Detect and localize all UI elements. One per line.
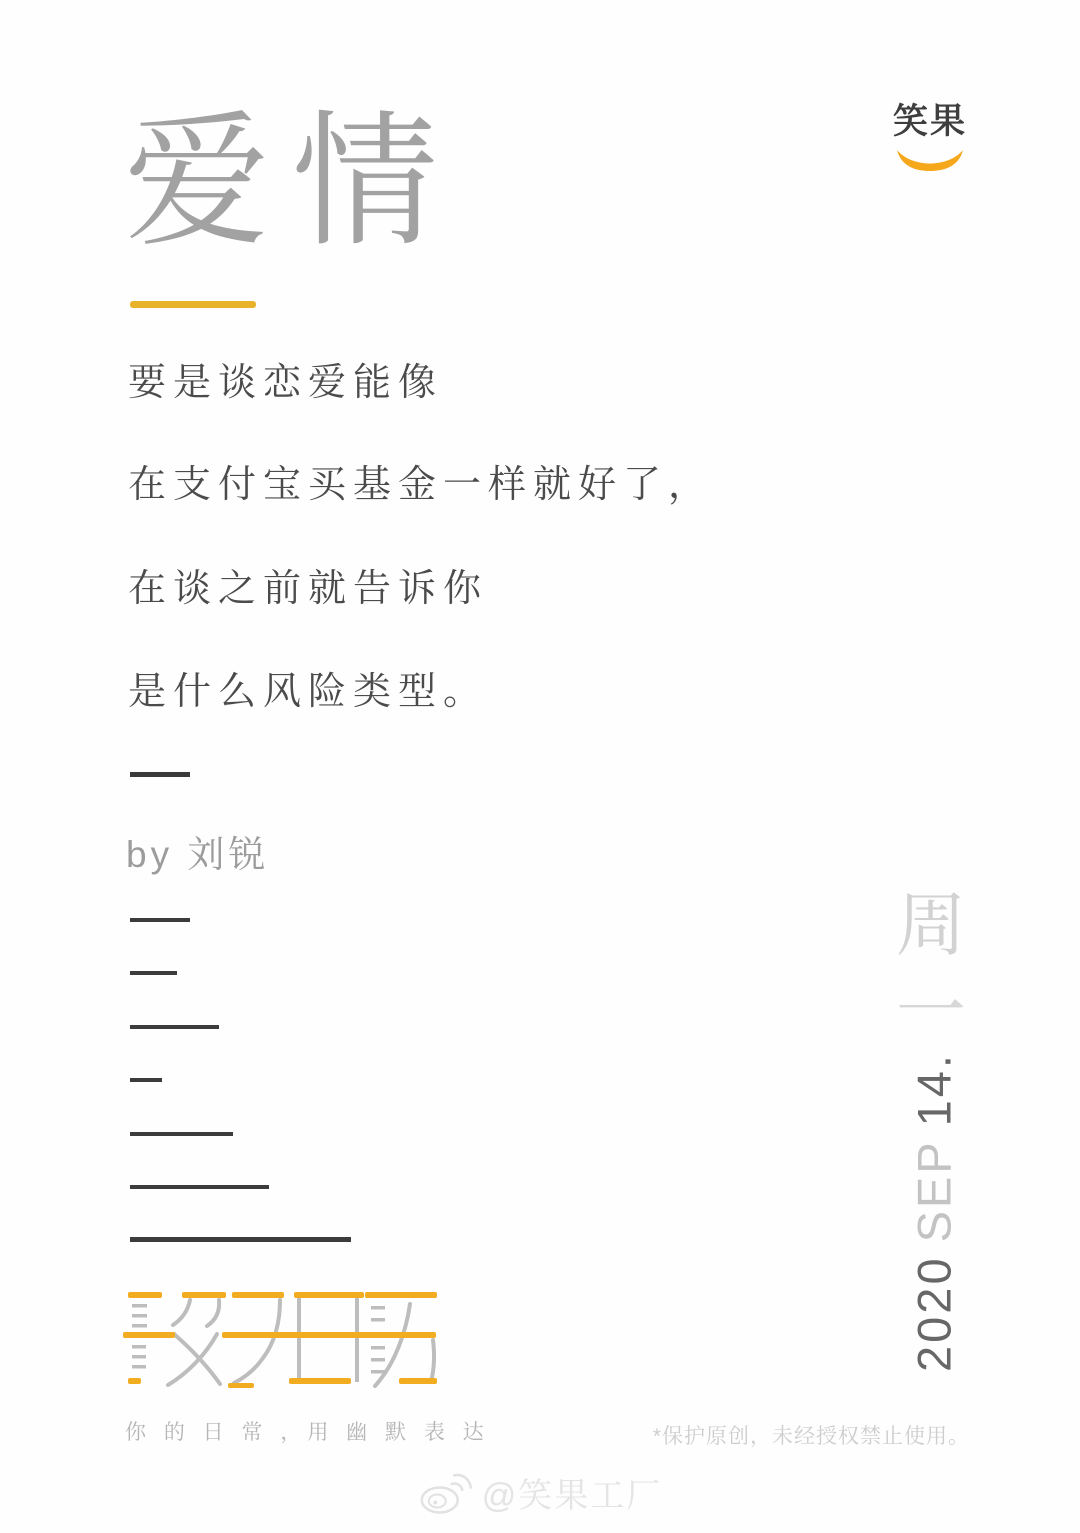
joke-line: 是什么风险类型。 — [128, 671, 489, 713]
deco-line — [130, 1185, 269, 1189]
date-year: 2020 — [907, 1255, 961, 1372]
joke-line: 在谈之前就告诉你 — [128, 568, 489, 610]
deco-line — [130, 971, 177, 975]
weibo-handle: @笑果工厂 — [481, 1477, 663, 1515]
date-vertical — [907, 1052, 961, 1372]
deco-line — [130, 1025, 219, 1029]
date-day: 14. — [907, 1052, 961, 1127]
joke-line: 在支付宝买基金一样就好了， — [128, 464, 714, 506]
deco-line — [130, 1132, 233, 1136]
page-title: 爱情 — [124, 100, 460, 263]
wordmark-gray-curves — [168, 1300, 434, 1386]
deco-line — [130, 918, 190, 922]
weekday-number: 一 — [896, 972, 966, 1050]
joke-line: 要是谈恋爱能像 — [128, 362, 444, 404]
duanzi-rili-wordmark — [122, 1282, 504, 1400]
weibo-watermark — [418, 1468, 663, 1517]
brand-logo-text: 笑果 — [893, 102, 968, 141]
weekday-char: 周 — [896, 886, 966, 964]
wordmark-gray-dashes — [132, 1296, 385, 1382]
deco-line — [130, 1078, 162, 1082]
deco-line — [130, 1237, 351, 1242]
date-month: SEP — [907, 1139, 961, 1243]
tagline: 你 的 日 常 ，用 幽 默 表 达 — [125, 1421, 490, 1444]
xiaoguo-brand-logo — [893, 103, 973, 172]
copyright-disclaimer: *保护原创，未经授权禁止使用。 — [652, 1425, 970, 1448]
smile-icon — [892, 146, 968, 172]
weibo-icon — [418, 1471, 474, 1515]
title-underline — [130, 301, 256, 308]
byline-dash — [130, 772, 190, 777]
author-byline: by 刘锐 — [126, 834, 270, 875]
